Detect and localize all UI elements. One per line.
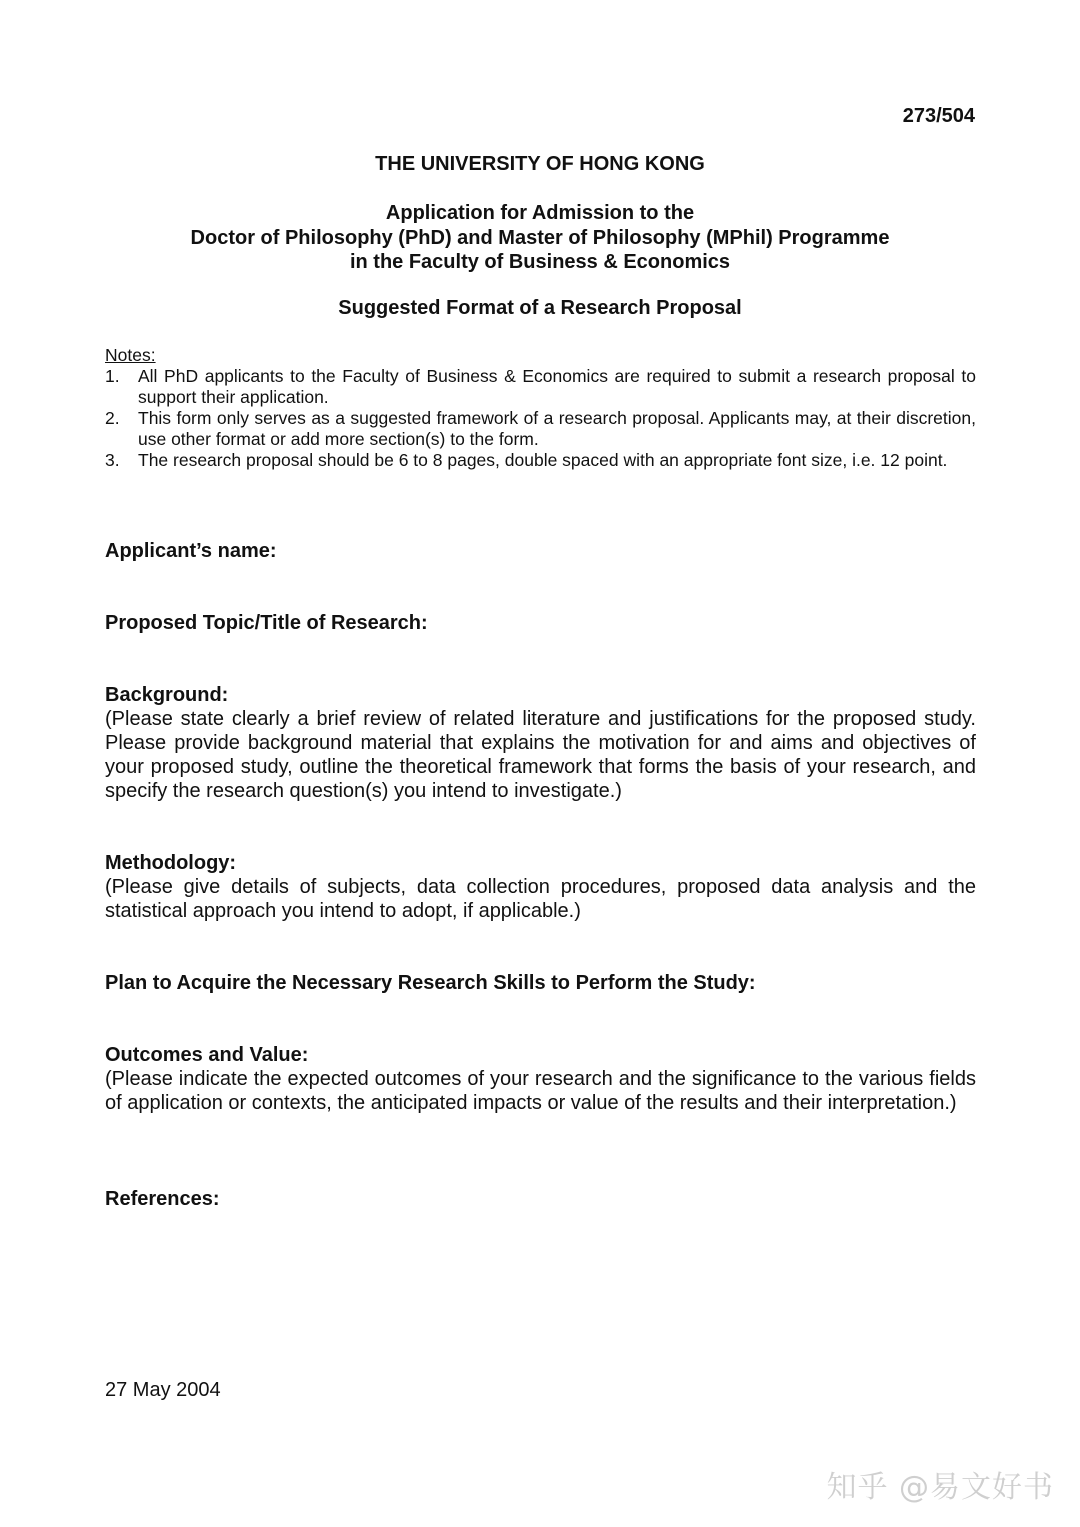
notes-block [105, 345, 976, 471]
section-heading: Plan to Acquire the Necessary Research Skills to Perform the Study: [105, 972, 756, 994]
section-description: (Please state clearly a brief review of related literature and justifications for the proposed study. Please provide background material that explains the motivation for and aims and objectives of your proposed study, outline the theoretical framework that forms the basis of your research, and specify the research question(s) you intend to investigate.) [105, 708, 976, 802]
note-number: 3. [105, 450, 120, 470]
note-text: All PhD applicants to the Faculty of Business & Economics are required to submit a research proposal to support their application. [138, 366, 976, 407]
section-research-topic [105, 611, 976, 635]
document-reference-number: 273/504 [902, 105, 975, 127]
note-number: 2. [105, 408, 120, 428]
application-title-line: Doctor of Philosophy (PhD) and Master of Philosophy (MPhil) Programme [190, 226, 890, 249]
application-title [0, 201, 1080, 275]
section-heading: Applicant’s name: [105, 540, 277, 562]
note-item [105, 450, 976, 471]
note-item [105, 408, 976, 450]
section-description: (Please indicate the expected outcomes of your research and the significance to the various fields of application or contexts, the anticipated impacts or value of the results and their interpretation.) [105, 1068, 976, 1114]
note-text: The research proposal should be 6 to 8 pages, double spaced with an appropriate font size, i.e. 12 point. [138, 450, 948, 470]
section-background [105, 683, 976, 803]
section-heading: References: [105, 1188, 220, 1210]
note-item [105, 366, 976, 408]
section-heading: Methodology: [105, 852, 237, 874]
note-text: This form only serves as a suggested framework of a research proposal. Applicants may, at their discretion, use other format or add more section(s) to the form. [138, 408, 976, 449]
document-subtitle: Suggested Format of a Research Proposal [338, 297, 742, 319]
document-date: 27 May 2004 [105, 1379, 221, 1401]
application-title-line: in the Faculty of Business & Economics [349, 251, 731, 273]
section-heading: Background: [105, 684, 229, 706]
notes-heading: Notes: [105, 345, 156, 365]
university-name: THE UNIVERSITY OF HONG KONG [375, 153, 705, 175]
section-methodology [105, 851, 976, 923]
section-heading: Proposed Topic/Title of Research: [105, 612, 428, 634]
section-description: (Please give details of subjects, data collection procedures, proposed data analysis and the statistical approach you intend to adopt, if applicable.) [105, 876, 976, 922]
section-research-skills-plan [105, 971, 976, 995]
note-number: 1. [105, 366, 120, 386]
section-outcomes-and-value [105, 1043, 976, 1115]
section-heading: Outcomes and Value: [105, 1044, 309, 1066]
application-title-line: Application for Admission to the [385, 202, 695, 224]
watermark: 知乎 @易文好书 [826, 1470, 1054, 1505]
section-references [105, 1187, 976, 1211]
section-applicant-name [105, 539, 976, 563]
